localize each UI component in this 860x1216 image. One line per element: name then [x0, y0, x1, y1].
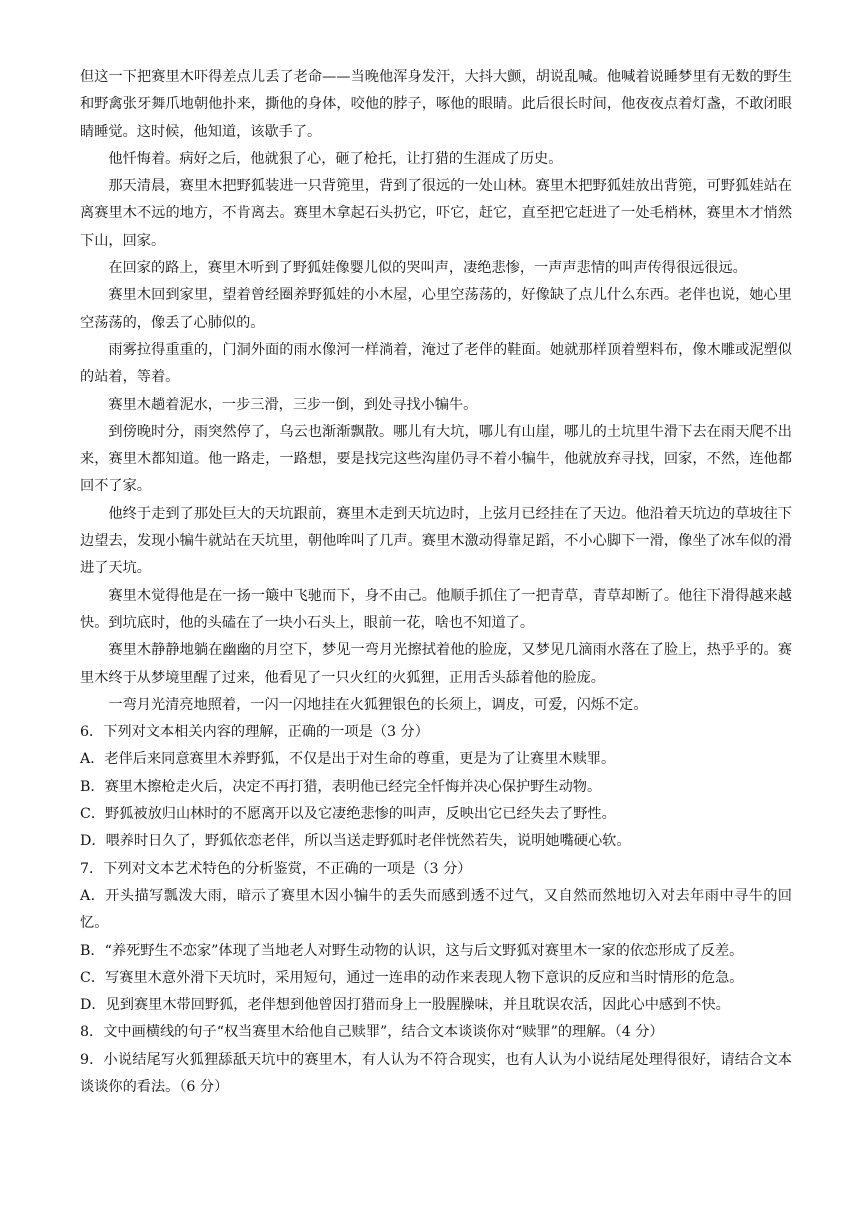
document-page: [80, 64, 792, 1101]
question-section: [80, 719, 792, 1101]
question-7-option-b: B．“养死野生不恋家”体现了当地老人对野生动物的认识，这与后文野狐对赛里木一家的依恋形成了反差。: [80, 942, 744, 959]
paragraph-2: 他忏悔着。病好之后，他就狠了心，砸了枪托，让打猎的生涯成了历史。: [108, 150, 563, 167]
question-6-option-d: D．喂养时日久了，野狐依恋老伴，所以当送走野狐时老伴恍然若失，说明她嘴硬心软。: [80, 833, 631, 850]
paragraph-1: 但这一下把赛里木吓得差点儿丢了老命——当晚他浑身发汗，大抖大颤，胡说乱喊。他喊着说睡梦里有无数的野生和野禽张牙舞爪地朝他扑来，撕他的身体，咬他的脖子，啄他的眼睛。此后很长时间，他夜夜点着灯盏，不敢闭眼睛睡觉。这时候，他知道，该歇手了。: [80, 69, 792, 140]
paragraph-11: 赛里木静静地躺在幽幽的月空下，梦见一弯月光擦拭着他的脸庞，又梦见几滴雨水落在了脸上，热乎乎的。赛里木终于从梦境里醒了过来，他看见了一只火红的火狐狸，正用舌头舔着他的脸庞。: [80, 642, 792, 686]
paragraph-7: 赛里木趟着泥水，一步三滑，三步一倒，到处寻找小犏牛。: [108, 396, 478, 413]
question-8: 8．文中画横线的句子“权当赛里木给他自己赎罪”，结合文本谈谈你对“赎罪”的理解。（4 分）: [80, 1024, 664, 1041]
question-7-option-a: A．开头描写瓢泼大雨，暗示了赛里木因小犏牛的丢失而感到透不过气，又自然而然地切入对去年雨中寻牛的回忆。: [80, 887, 792, 932]
question-6-stem: 6．下列对文本相关内容的理解，正确的一项是（3 分）: [80, 724, 429, 741]
paragraph-6: 雨雾拉得重重的，门洞外面的雨水像河一样淌着，淹过了老伴的鞋面。她就那样顶着塑料布，像木雕或泥塑似的站着，等着。: [80, 341, 792, 386]
paragraph-10: 赛里木觉得他是在一扬一簸中飞驰而下，身不由己。他顺手抓住了一把青草，青草却断了。他往下滑得越来越快。到坑底时，他的头磕在了一块小石头上，眼前一花，啥也不知道了。: [80, 587, 792, 631]
paragraph-3: 那天清晨，赛里木把野狐装进一只背篼里，背到了很远的一处山林。赛里木把野狐娃放出背篼，可野狐娃站在离赛里木不远的地方，不肯离去。赛里木拿起石头扔它，吓它，赶它，直至把它赶进了一处毛梢林，赛里木才悄然下山，回家。: [80, 178, 792, 249]
paragraph-12: 一弯月光清亮地照着，一闪一闪地挂在火狐狸银色的长须上，调皮，可爱，闪烁不定。: [108, 696, 648, 713]
paragraph-8: 到傍晚时分，雨突然停了，乌云也渐渐飘散。哪儿有大坑，哪儿有山崖，哪儿的土坑里牛滑下去在雨天爬不出来，赛里木都知道。他一路走，一路想，要是找完这些沟崖仍寻不着小犏牛，他就放弃寻找，回家，不然，连他都回不了家。: [80, 423, 792, 495]
question-6-option-c: C．野狐被放归山林时的不愿离开以及它凄绝悲惨的叫声，反映出它已经失去了野性。: [80, 806, 616, 823]
question-9: 9．小说结尾写火狐狸舔舐天坑中的赛里木，有人认为不符合现实，也有人认为小说结尾处理得很好，请结合文本谈谈你的看法。（6 分）: [80, 1051, 792, 1095]
paragraph-4: 在回家的路上，赛里木听到了野狐娃像婴儿似的哭叫声，凄绝悲惨，一声声悲情的叫声传得很远很远。: [108, 260, 747, 277]
question-6-option-b: B．赛里木擦枪走火后，决定不再打猎，表明他已经完全忏悔并决心保护野生动物。: [80, 778, 602, 795]
question-7-option-d: D．见到赛里木带回野狐，老伴想到他曾因打猎而身上一股腥臊味，并且耽误农活，因此心中感到不快。: [80, 997, 730, 1014]
question-6-option-a: A．老伴后来同意赛里木养野狐，不仅是出于对生命的尊重，更是为了让赛里木赎罪。: [80, 751, 616, 768]
paragraph-5: 赛里木回到家里，望着曾经圈养野狐娃的小木屋，心里空荡荡的，好像缺了点儿什么东西。老伴也说，她心里空荡荡的，像丢了心肺似的。: [80, 287, 792, 331]
question-7-option-c: C．写赛里木意外滑下天坑时，采用短句，通过一连串的动作来表现人物下意识的反应和当时情形的危急。: [80, 969, 744, 986]
paragraph-9: 他终于走到了那处巨大的天坑跟前，赛里木走到天坑边时，上弦月已经挂在了天边。他沿着天坑边的草坡往下边望去，发现小犏牛就站在天坑里，朝他哞叫了几声。赛里木激动得靠足蹈，不小心脚下一滑，像坐了冰车似的滑进了天坑。: [80, 505, 792, 577]
story-passage: [80, 64, 792, 719]
question-7-stem: 7．下列对文本艺术特色的分析鉴赏，不正确的一项是（3 分）: [80, 860, 472, 877]
